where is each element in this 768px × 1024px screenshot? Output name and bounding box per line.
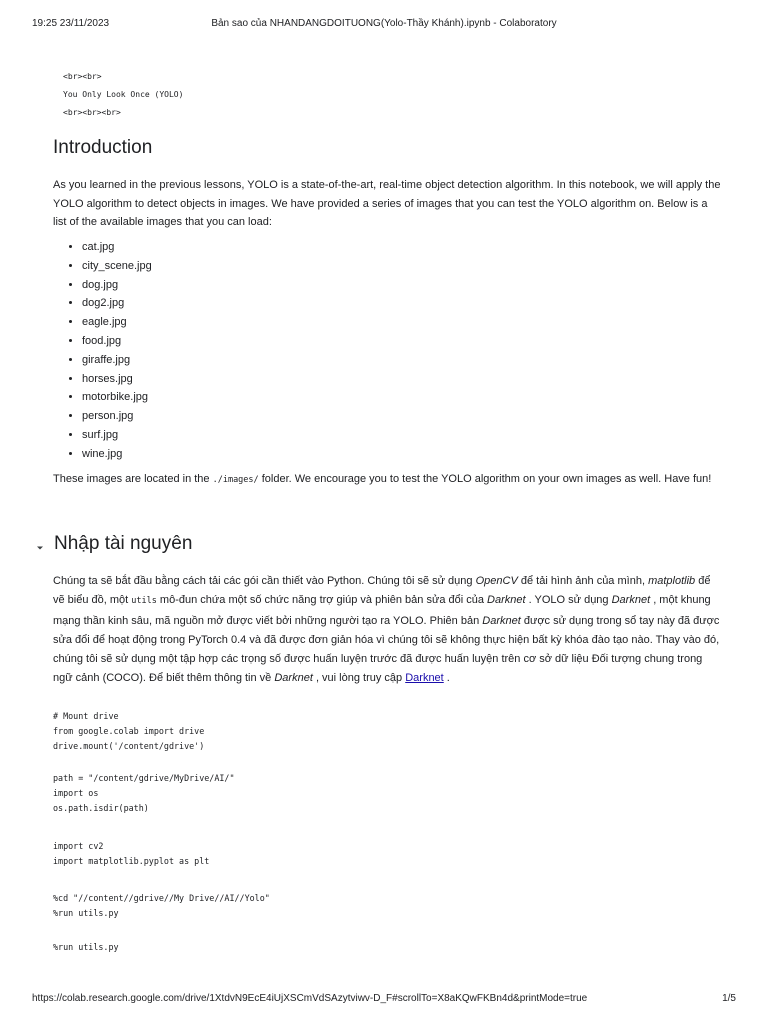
code-cell-imports[interactable]	[53, 839, 209, 869]
code-line: import cv2	[53, 841, 104, 851]
print-timestamp: 19:25 23/11/2023	[32, 18, 110, 29]
pre-line: <br><br><br>	[63, 108, 121, 117]
darknet-link[interactable]: Darknet	[405, 672, 444, 685]
text-run: These images are located in the	[53, 473, 213, 485]
code-line: os.path.isdir(path)	[53, 803, 149, 813]
print-url: https://colab.research.google.com/drive/1XtdvN9EcE4iUjXSCmVdSAzytviwv-D_F#scrollTo=X8aKQwFKBn4d&printMode=true	[32, 993, 588, 1004]
code-line: import matplotlib.pyplot as plt	[53, 856, 210, 866]
print-header	[32, 18, 736, 32]
text-run: . YOLO sử dụng	[525, 594, 612, 607]
text-run: Darknet	[487, 594, 526, 607]
text-run: matplotlib	[648, 575, 696, 587]
code-line: %run utils.py	[53, 908, 119, 918]
code-cell-cd[interactable]	[53, 891, 270, 921]
section-heading: Nhập tài nguyên	[54, 533, 193, 554]
print-title: Bản sao của NHANDANGDOITUONG(Yolo-Thầy Khánh).ipynb - Colaboratory	[211, 18, 557, 29]
code-line: drive.mount('/content/gdrive')	[53, 741, 205, 751]
text-run: , vui lòng truy cập	[312, 672, 406, 685]
html-break-text	[63, 68, 183, 122]
text-run: , một khung mạng thần kinh sâu, mã nguồn mở được viết bởi những người tạo ra YOLO. Phiên bản	[53, 594, 711, 627]
text-run: Darknet	[274, 672, 313, 685]
text-run: Chúng ta sẽ bắt đầu bằng cách tải các gói cần thiết vào Python. Chúng tôi sẽ sử dụng	[53, 575, 476, 587]
code-line: path = "/content/gdrive/MyDrive/AI/"	[53, 773, 235, 783]
chevron-down-icon[interactable]	[34, 542, 46, 554]
code-line: from google.colab import drive	[53, 726, 205, 736]
code-line: import os	[53, 788, 99, 798]
text-run: .	[443, 672, 450, 685]
list-item: • food.jpg	[82, 332, 152, 351]
list-item: • cat.jpg	[82, 238, 152, 257]
list-item: • dog2.jpg	[82, 294, 152, 313]
text-run: folder. We encourage you to test the YOLO algorithm on your own images as well. Have fun!	[258, 473, 712, 485]
pre-line: <br><br>	[63, 72, 102, 81]
text-run: Darknet	[611, 594, 651, 607]
text-run: OpenCV	[475, 575, 518, 587]
list-item: • person.jpg	[82, 407, 152, 426]
images-folder-code: ./images/	[212, 475, 259, 485]
list-item: • motorbike.jpg	[82, 388, 152, 407]
text-run: mô-đun chứa một số chức năng trợ giúp và phiên bản sửa đổi của	[156, 594, 488, 607]
code-cell-path[interactable]	[53, 771, 235, 816]
print-footer	[32, 993, 736, 1007]
section-paragraph	[53, 572, 723, 689]
code-cell-mount[interactable]	[53, 709, 204, 754]
image-list	[53, 238, 152, 464]
code-line: %cd "//content//gdrive//My Drive//AI//Yolo"	[53, 893, 270, 903]
pre-line: You Only Look Once (YOLO)	[63, 90, 184, 99]
list-item: • giraffe.jpg	[82, 351, 152, 370]
text-run: Darknet	[482, 614, 521, 627]
page-number: 1/5	[722, 993, 736, 1004]
code-cell-run[interactable]	[53, 940, 119, 955]
list-item: • horses.jpg	[82, 370, 152, 389]
list-item: • eagle.jpg	[82, 313, 152, 332]
utils-code: utils	[131, 596, 157, 607]
list-item: • wine.jpg	[82, 445, 152, 464]
text-run: để vẽ biểu đồ, một	[53, 575, 711, 607]
code-line: %run utils.py	[53, 942, 119, 952]
introduction-paragraph: As you learned in the previous lessons, YOLO is a state-of-the-art, real-time object detection algorithm. In this notebook, we will apply the YOLO algorithm to detect objects in images. We have provided a series of images that you can test the YOLO algorithm on. Below is a list of the available images that you can load:	[53, 179, 721, 228]
text-run: được sử dụng trong sổ tay này đã được sửa đổi để hoạt động trong PyTorch 0.4 và đã được đơn giản hóa vì chúng tôi sẽ không thực hiện bất kỳ khóa đào tạo nào. Thay vào đó, chúng tôi sẽ sử dụng một tập hợp các trọng số được huấn luyện trước đã được huấn luyện trên cơ sở dữ liệu Đối tượng chung trong ngữ cảnh (COCO). Để biết thêm thông tin về	[53, 614, 720, 685]
introduction-heading: Introduction	[53, 137, 153, 158]
code-line: # Mount drive	[53, 711, 119, 721]
list-item: • dog.jpg	[82, 276, 152, 295]
list-item: • surf.jpg	[82, 426, 152, 445]
images-location-paragraph	[53, 470, 723, 490]
text-run: để tải hình ảnh của mình,	[517, 575, 649, 587]
list-item: • city_scene.jpg	[82, 257, 152, 276]
